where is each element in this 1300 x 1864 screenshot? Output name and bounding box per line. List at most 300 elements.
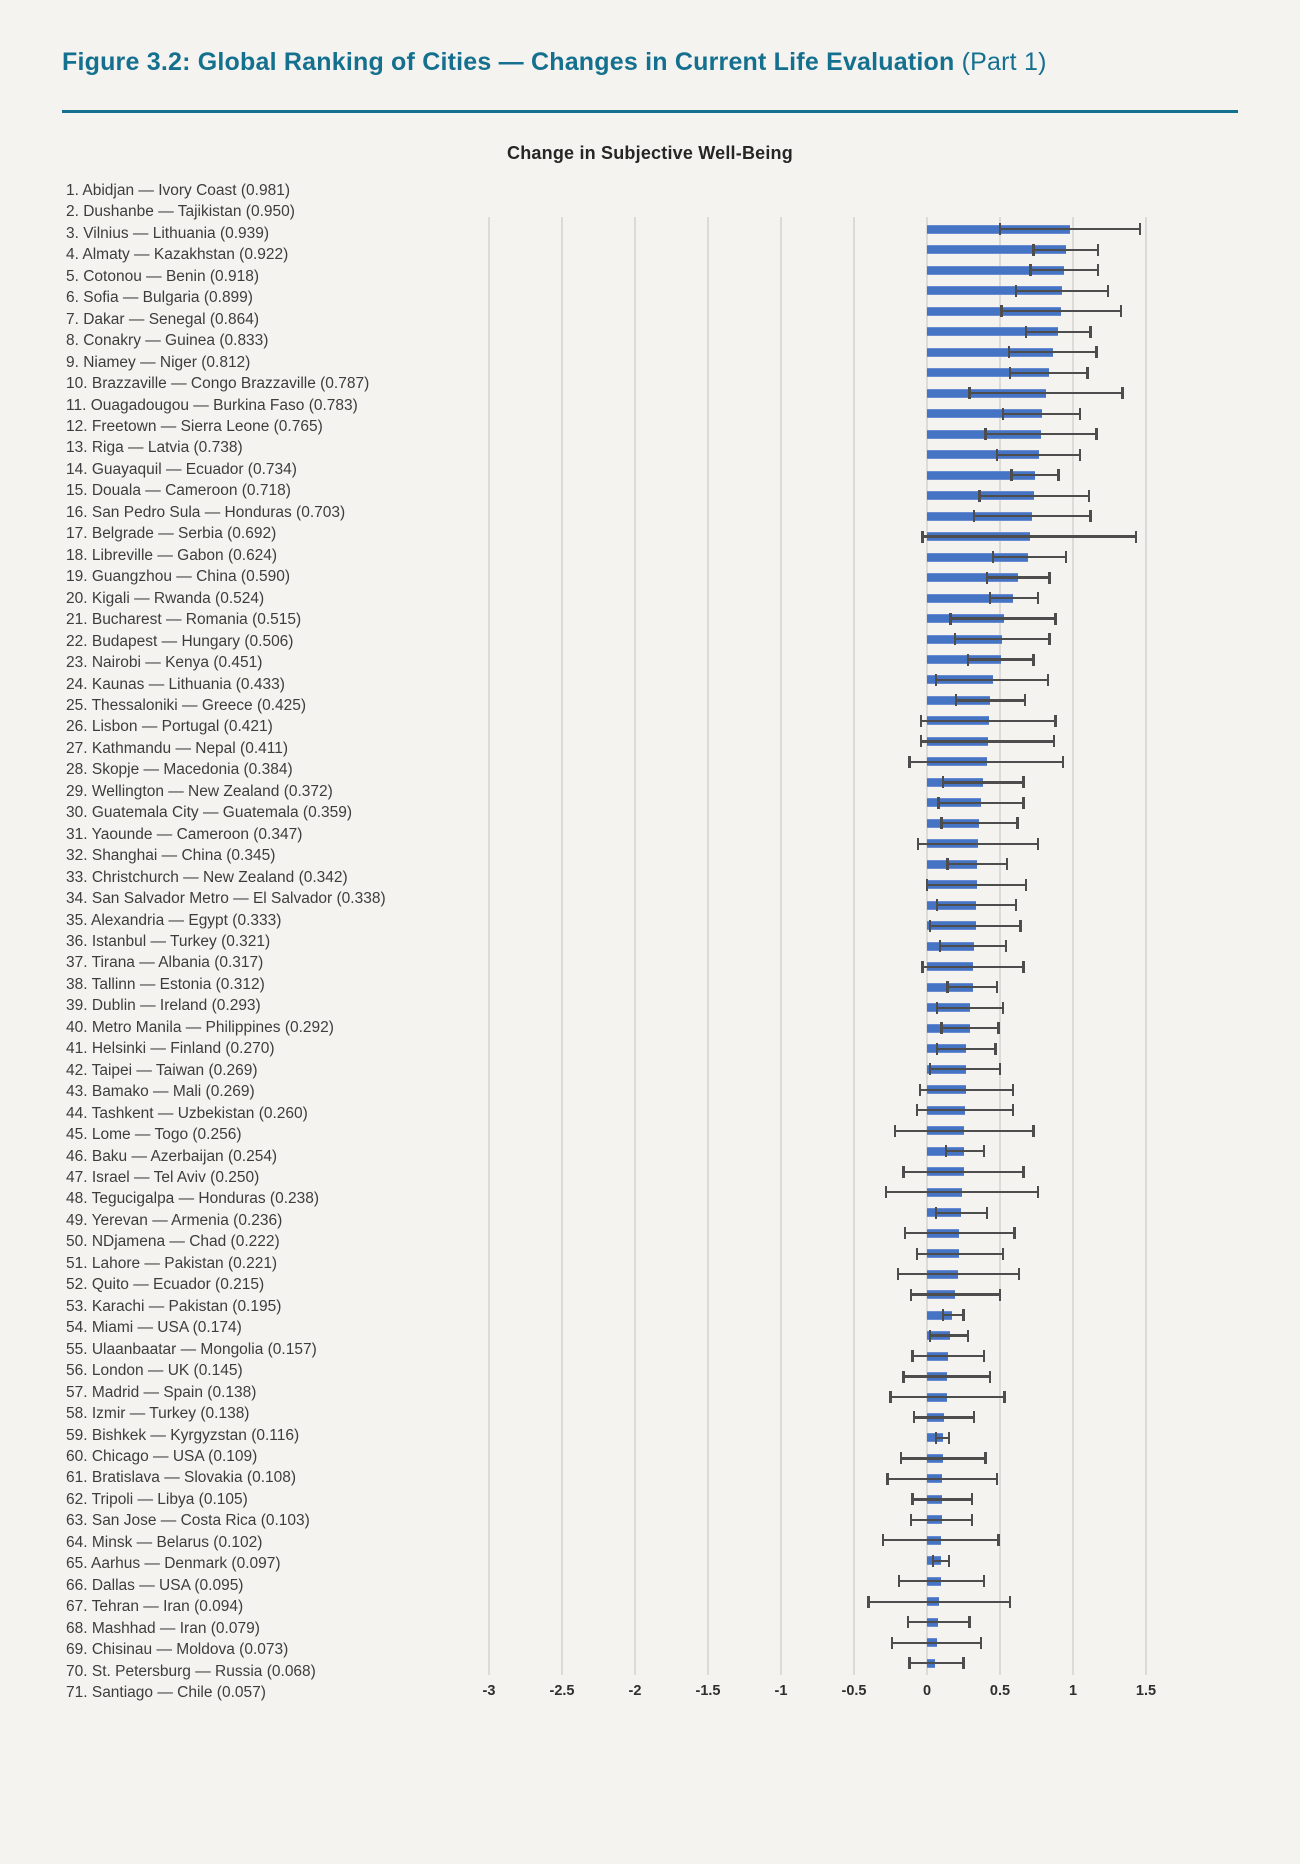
row-label: 26. Lisbon — Portugal (0.421) xyxy=(66,718,273,736)
gridline xyxy=(634,217,636,1675)
error-bar-cap-left xyxy=(916,1104,918,1116)
error-bar xyxy=(940,945,1006,947)
error-bar xyxy=(918,843,1038,845)
error-bar-cap-right xyxy=(967,1330,969,1342)
error-bar-cap-right xyxy=(986,1207,988,1219)
error-bar-cap-right xyxy=(1065,551,1067,563)
error-bar-cap-left xyxy=(1015,285,1017,297)
row-label: 49. Yerevan — Armenia (0.236) xyxy=(66,1211,283,1229)
error-bar xyxy=(912,1498,972,1500)
row-label: 4. Almaty — Kazakhstan (0.922) xyxy=(66,246,289,264)
error-bar xyxy=(909,761,1062,763)
error-bar xyxy=(937,1007,1003,1009)
row-label: 43. Bamako — Mali (0.269) xyxy=(66,1083,255,1101)
error-bar-cap-right xyxy=(997,1022,999,1034)
error-bar-cap-left xyxy=(936,1002,938,1014)
error-bar xyxy=(909,1662,963,1664)
error-bar xyxy=(1000,228,1140,230)
row-label: 17. Belgrade — Serbia (0.692) xyxy=(66,525,277,543)
error-bar-cap-left xyxy=(867,1596,869,1608)
error-bar-cap-right xyxy=(1013,1227,1015,1239)
row-label: 12. Freetown — Sierra Leone (0.765) xyxy=(66,418,323,436)
row-label: 28. Skopje — Macedonia (0.384) xyxy=(66,761,293,779)
row-label: 27. Kathmandu — Nepal (0.411) xyxy=(66,739,289,757)
row-label: 31. Yaounde — Cameroon (0.347) xyxy=(66,825,303,843)
error-bar xyxy=(939,802,1024,804)
row-label: 40. Metro Manila — Philippines (0.292) xyxy=(66,1018,334,1036)
row-label: 7. Dakar — Senegal (0.864) xyxy=(66,310,259,328)
row-label: 45. Lome — Togo (0.256) xyxy=(66,1126,242,1144)
error-bar-cap-left xyxy=(920,715,922,727)
row-label: 36. Istanbul — Turkey (0.321) xyxy=(66,932,271,950)
error-bar-cap-right xyxy=(989,1371,991,1383)
error-bar-cap-right xyxy=(1037,838,1039,850)
row-label: 9. Niamey — Niger (0.812) xyxy=(66,353,251,371)
error-bar-cap-left xyxy=(904,1227,906,1239)
error-bar-cap-left xyxy=(910,1514,912,1526)
error-bar-cap-left xyxy=(978,490,980,502)
error-bar xyxy=(974,515,1091,517)
row-label: 56. London — UK (0.145) xyxy=(66,1362,243,1380)
error-bar-cap-right xyxy=(1053,735,1055,747)
error-bar-cap-left xyxy=(921,961,923,973)
error-bar-cap-right xyxy=(1054,715,1056,727)
error-bar-cap-right xyxy=(1095,346,1097,358)
error-bar-cap-left xyxy=(984,428,986,440)
row-label: 13. Riga — Latvia (0.738) xyxy=(66,439,243,457)
row-label: 68. Mashhad — Iran (0.079) xyxy=(66,1619,260,1637)
error-bar-cap-left xyxy=(908,1657,910,1669)
error-bar xyxy=(911,1519,972,1521)
row-label: 61. Bratislava — Slovakia (0.108) xyxy=(66,1469,297,1487)
error-bar-cap-left xyxy=(954,633,956,645)
error-bar-cap-left xyxy=(1032,244,1034,256)
error-bar-cap-right xyxy=(983,1350,985,1362)
error-bar xyxy=(985,433,1096,435)
error-bar xyxy=(898,1273,1019,1275)
error-bar-cap-right xyxy=(1032,1125,1034,1137)
error-bar-cap-left xyxy=(936,899,938,911)
row-label: 63. San Jose — Costa Rica (0.103) xyxy=(66,1512,310,1530)
error-bar-cap-right xyxy=(983,1145,985,1157)
row-label: 21. Bucharest — Romania (0.515) xyxy=(66,611,302,629)
row-label: 41. Helsinki — Finland (0.270) xyxy=(66,1040,275,1058)
error-bar-cap-left xyxy=(926,879,928,891)
error-bar-cap-left xyxy=(891,1637,893,1649)
error-bar-cap-left xyxy=(882,1534,884,1546)
error-bar-cap-left xyxy=(942,1309,944,1321)
error-bar-cap-right xyxy=(1018,1268,1020,1280)
row-label: 53. Karachi — Pakistan (0.195) xyxy=(66,1297,282,1315)
x-tick-label: -2 xyxy=(628,1683,642,1699)
error-bar-cap-right xyxy=(1139,223,1141,235)
error-bar xyxy=(955,638,1050,640)
row-label: 2. Dushanbe — Tajikistan (0.950) xyxy=(66,203,295,221)
error-bar-cap-left xyxy=(942,776,944,788)
error-bar-cap-left xyxy=(932,1555,934,1567)
error-bar xyxy=(1012,474,1059,476)
row-label: 18. Libreville — Gabon (0.624) xyxy=(66,546,278,564)
error-bar xyxy=(908,1621,969,1623)
error-bar-cap-right xyxy=(1047,674,1049,686)
row-label: 25. Thessaloniki — Greece (0.425) xyxy=(66,696,307,714)
error-bar-cap-right xyxy=(971,1514,973,1526)
error-bar-cap-left xyxy=(1025,326,1027,338)
error-bar-cap-right xyxy=(1005,940,1007,952)
error-bar xyxy=(923,535,1136,537)
row-label: 60. Chicago — USA (0.109) xyxy=(66,1447,258,1465)
error-bar xyxy=(892,1642,981,1644)
error-bar-cap-right xyxy=(1107,285,1109,297)
error-bar-cap-right xyxy=(1097,264,1099,276)
error-bar-cap-left xyxy=(907,1616,909,1628)
error-bar-cap-right xyxy=(1095,428,1097,440)
error-bar-cap-right xyxy=(1089,510,1091,522)
error-bar-cap-left xyxy=(921,531,923,543)
error-bar-cap-left xyxy=(929,920,931,932)
x-tick-label: 1.5 xyxy=(1135,1683,1157,1699)
error-bar xyxy=(933,1560,949,1562)
error-bar-cap-right xyxy=(999,1063,1001,1075)
x-tick-label: 0 xyxy=(922,1683,932,1699)
error-bar xyxy=(1031,269,1098,271)
row-label: 8. Conakry — Guinea (0.833) xyxy=(66,332,269,350)
error-bar-cap-left xyxy=(996,449,998,461)
error-bar-cap-right xyxy=(1002,1002,1004,1014)
row-label: 55. Ulaanbaatar — Mongolia (0.157) xyxy=(66,1340,317,1358)
row-label: 57. Madrid — Spain (0.138) xyxy=(66,1383,257,1401)
row-label: 67. Tehran — Iran (0.094) xyxy=(66,1598,244,1616)
error-bar-cap-left xyxy=(889,1391,891,1403)
error-bar-cap-left xyxy=(949,613,951,625)
error-bar-cap-left xyxy=(946,981,948,993)
error-bar-cap-right xyxy=(1006,858,1008,870)
error-bar xyxy=(947,863,1007,865)
row-label: 16. San Pedro Sula — Honduras (0.703) xyxy=(66,503,346,521)
error-bar-cap-right xyxy=(1022,1166,1024,1178)
error-bar-cap-right xyxy=(948,1432,950,1444)
error-bar-cap-left xyxy=(946,858,948,870)
row-label: 30. Guatemala City — Guatemala (0.359) xyxy=(66,804,353,822)
x-tick-label: -0.5 xyxy=(841,1683,867,1699)
error-bar-cap-left xyxy=(900,1452,902,1464)
error-bar xyxy=(869,1601,1011,1603)
error-bar xyxy=(901,1457,986,1459)
error-bar-cap-right xyxy=(1016,817,1018,829)
error-bar-cap-left xyxy=(911,1350,913,1362)
error-bar-cap-right xyxy=(994,1043,996,1055)
error-bar-cap-left xyxy=(917,838,919,850)
error-bar-cap-left xyxy=(902,1371,904,1383)
row-label: 38. Tallinn — Estonia (0.312) xyxy=(66,975,265,993)
row-label: 50. NDjamena — Chad (0.222) xyxy=(66,1233,280,1251)
x-tick-label: 0.5 xyxy=(989,1683,1011,1699)
error-bar xyxy=(946,1150,984,1152)
row-label: 58. Izmir — Turkey (0.138) xyxy=(66,1405,250,1423)
error-bar xyxy=(886,1191,1038,1193)
row-label: 3. Vilnius — Lithuania (0.939) xyxy=(66,224,270,242)
error-bar-cap-right xyxy=(1022,961,1024,973)
error-bar xyxy=(904,1171,1024,1173)
error-bar xyxy=(993,556,1066,558)
row-label: 64. Minsk — Belarus (0.102) xyxy=(66,1533,263,1551)
error-bar xyxy=(1001,310,1121,312)
row-label: 39. Dublin — Ireland (0.293) xyxy=(66,997,261,1015)
error-bar xyxy=(1034,249,1098,251)
error-bar xyxy=(936,679,1048,681)
row-label: 52. Quito — Ecuador (0.215) xyxy=(66,1276,265,1294)
error-bar xyxy=(968,658,1034,660)
error-bar xyxy=(921,720,1055,722)
error-bar-cap-right xyxy=(1086,367,1088,379)
row-label: 14. Guayaquil — Ecuador (0.734) xyxy=(66,460,297,478)
error-bar-cap-left xyxy=(1029,264,1031,276)
error-bar-cap-left xyxy=(935,674,937,686)
error-bar xyxy=(1003,413,1080,415)
error-bar-cap-left xyxy=(999,223,1001,235)
error-bar-cap-right xyxy=(1089,326,1091,338)
error-bar-cap-left xyxy=(894,1125,896,1137)
error-bar-cap-left xyxy=(913,1411,915,1423)
row-label: 29. Wellington — New Zealand (0.372) xyxy=(66,782,333,800)
error-bar-cap-right xyxy=(999,1289,1001,1301)
error-bar xyxy=(947,986,997,988)
error-bar-cap-left xyxy=(886,1473,888,1485)
error-bar xyxy=(883,1539,998,1541)
error-bar-cap-right xyxy=(1079,449,1081,461)
error-bar xyxy=(904,1375,990,1377)
error-bar-cap-left xyxy=(1009,367,1011,379)
error-bar-cap-right xyxy=(1022,797,1024,809)
gridline xyxy=(853,217,855,1675)
error-bar xyxy=(920,1089,1013,1091)
error-bar xyxy=(930,1068,1000,1070)
error-bar-cap-left xyxy=(973,510,975,522)
error-bar-cap-right xyxy=(1054,613,1056,625)
error-bar-cap-left xyxy=(992,551,994,563)
row-label: 71. Santiago — Chile (0.057) xyxy=(66,1683,266,1701)
error-bar-cap-right xyxy=(1097,244,1099,256)
error-bar-cap-right xyxy=(968,1616,970,1628)
error-bar xyxy=(912,1355,984,1357)
error-bar-cap-left xyxy=(898,1575,900,1587)
error-bar-cap-right xyxy=(948,1555,950,1567)
error-bar-cap-left xyxy=(986,572,988,584)
error-bar-cap-right xyxy=(1088,490,1090,502)
error-bar-cap-right xyxy=(1019,920,1021,932)
title-divider xyxy=(62,110,1238,113)
row-label: 48. Tegucigalpa — Honduras (0.238) xyxy=(66,1190,320,1208)
x-tick-label: -1.5 xyxy=(695,1683,721,1699)
error-bar-cap-right xyxy=(1057,469,1059,481)
error-bar-cap-left xyxy=(929,1063,931,1075)
error-bar xyxy=(943,1314,963,1316)
error-bar xyxy=(891,1396,1005,1398)
row-label: 23. Nairobi — Kenya (0.451) xyxy=(66,654,263,672)
error-bar-cap-left xyxy=(968,387,970,399)
error-bar-cap-right xyxy=(1015,899,1017,911)
error-bar-cap-left xyxy=(920,735,922,747)
row-label: 10. Brazzaville — Congo Brazzaville (0.787) xyxy=(66,375,370,393)
error-bar-cap-left xyxy=(897,1268,899,1280)
row-label: 22. Budapest — Hungary (0.506) xyxy=(66,632,294,650)
error-bar-cap-left xyxy=(929,1330,931,1342)
row-label: 47. Israel — Tel Aviv (0.250) xyxy=(66,1169,260,1187)
error-bar-cap-right xyxy=(1037,592,1039,604)
error-bar xyxy=(956,699,1025,701)
figure-title-main: Figure 3.2: Global Ranking of Cities — Changes in Current Life Evaluation xyxy=(62,48,955,76)
error-bar-cap-left xyxy=(916,1248,918,1260)
gridline xyxy=(1072,217,1074,1675)
row-label: 51. Lahore — Pakistan (0.221) xyxy=(66,1254,278,1272)
row-label: 11. Ouagadougou — Burkina Faso (0.783) xyxy=(66,396,358,414)
error-bar-cap-right xyxy=(1009,1596,1011,1608)
error-bar xyxy=(990,597,1038,599)
error-bar xyxy=(936,1212,987,1214)
row-label: 42. Taipei — Taiwan (0.269) xyxy=(66,1061,258,1079)
error-bar-cap-left xyxy=(967,654,969,666)
error-bar xyxy=(895,1130,1034,1132)
error-bar xyxy=(942,822,1018,824)
x-tick-label: -2.5 xyxy=(549,1683,575,1699)
error-bar xyxy=(1010,372,1087,374)
row-label: 46. Baku — Azerbaijan (0.254) xyxy=(66,1147,278,1165)
figure-title xyxy=(62,48,1242,77)
error-bar-cap-right xyxy=(1079,408,1081,420)
error-bar-cap-right xyxy=(1012,1084,1014,1096)
row-label: 34. San Salvador Metro — El Salvador (0.338) xyxy=(66,890,386,908)
row-label: 24. Kaunas — Lithuania (0.433) xyxy=(66,675,285,693)
x-tick-label: -3 xyxy=(482,1683,496,1699)
error-bar xyxy=(930,1334,968,1336)
error-bar-cap-left xyxy=(935,1207,937,1219)
error-bar xyxy=(969,392,1122,394)
row-label: 6. Sofia — Bulgaria (0.899) xyxy=(66,289,253,307)
error-bar-cap-right xyxy=(1048,633,1050,645)
error-bar-cap-right xyxy=(1037,1186,1039,1198)
error-bar-cap-right xyxy=(962,1309,964,1321)
row-label: 20. Kigali — Rwanda (0.524) xyxy=(66,589,265,607)
error-bar-cap-left xyxy=(936,1043,938,1055)
row-label: 19. Guangzhou — China (0.590) xyxy=(66,568,291,586)
error-bar xyxy=(980,495,1090,497)
row-label: 1. Abidjan — Ivory Coast (0.981) xyxy=(66,182,291,199)
error-bar-cap-left xyxy=(911,1493,913,1505)
error-bar-cap-right xyxy=(1022,776,1024,788)
error-bar-cap-left xyxy=(919,1084,921,1096)
error-bar-cap-right xyxy=(997,1534,999,1546)
error-bar-cap-right xyxy=(971,1493,973,1505)
row-label: 35. Alexandria — Egypt (0.333) xyxy=(66,911,282,929)
error-bar xyxy=(930,925,1021,927)
row-label: 5. Cotonou — Benin (0.918) xyxy=(66,267,260,285)
error-bar xyxy=(899,1580,984,1582)
error-bar xyxy=(937,1048,995,1050)
row-label: 37. Tirana — Albania (0.317) xyxy=(66,954,264,972)
error-bar-cap-right xyxy=(1032,654,1034,666)
row-label: 54. Miami — USA (0.174) xyxy=(66,1319,242,1337)
row-label: 65. Aarhus — Denmark (0.097) xyxy=(66,1555,281,1573)
error-bar-cap-left xyxy=(1000,305,1002,317)
error-bar-cap-right xyxy=(973,1411,975,1423)
row-label: 59. Bishkek — Kyrgyzstan (0.116) xyxy=(66,1426,300,1444)
error-bar-cap-left xyxy=(940,817,942,829)
chart-title: Change in Subjective Well-Being xyxy=(507,143,793,163)
error-bar xyxy=(987,576,1050,578)
error-bar-cap-right xyxy=(1120,305,1122,317)
error-bar-cap-right xyxy=(1048,572,1050,584)
error-bar xyxy=(1016,290,1108,292)
error-bar-cap-left xyxy=(908,756,910,768)
error-bar xyxy=(937,904,1016,906)
error-bar-cap-left xyxy=(989,592,991,604)
figure-title-part: (Part 1) xyxy=(954,48,1047,76)
error-bar xyxy=(950,617,1055,619)
row-label: 62. Tripoli — Libya (0.105) xyxy=(66,1490,248,1508)
x-tick-label: 1 xyxy=(1068,1683,1078,1699)
error-bar xyxy=(917,1253,1003,1255)
error-bar xyxy=(1026,331,1090,333)
error-bar-cap-right xyxy=(1135,531,1137,543)
error-bar-cap-left xyxy=(910,1289,912,1301)
error-bar-cap-left xyxy=(937,797,939,809)
row-label: 15. Douala — Cameroon (0.718) xyxy=(66,482,291,500)
error-bar-cap-right xyxy=(980,1637,982,1649)
error-bar xyxy=(905,1232,1015,1234)
error-bar-cap-left xyxy=(1008,346,1010,358)
row-label: 32. Shanghai — China (0.345) xyxy=(66,847,276,865)
error-bar xyxy=(943,781,1023,783)
error-bar-cap-right xyxy=(1012,1104,1014,1116)
error-bar-cap-left xyxy=(1002,408,1004,420)
gridline xyxy=(780,217,782,1675)
error-bar xyxy=(927,884,1026,886)
error-bar-cap-left xyxy=(955,694,957,706)
error-bar-cap-right xyxy=(962,1657,964,1669)
gridline xyxy=(561,217,563,1675)
row-label: 70. St. Petersburg — Russia (0.068) xyxy=(66,1662,316,1680)
gridline xyxy=(488,217,490,1675)
error-bar-cap-right xyxy=(1025,879,1027,891)
error-bar-cap-right xyxy=(983,1575,985,1587)
row-label: 44. Tashkent — Uzbekistan (0.260) xyxy=(66,1104,308,1122)
error-bar-cap-right xyxy=(1002,1248,1004,1260)
error-bar xyxy=(914,1416,974,1418)
error-bar-cap-left xyxy=(935,1432,937,1444)
row-label: 69. Chisinau — Moldova (0.073) xyxy=(66,1641,289,1659)
error-bar-cap-left xyxy=(1010,469,1012,481)
error-bar xyxy=(1009,351,1097,353)
row-label: 66. Dallas — USA (0.095) xyxy=(66,1576,244,1594)
error-bar xyxy=(921,740,1054,742)
error-bar-cap-right xyxy=(984,1452,986,1464)
error-bar xyxy=(888,1478,998,1480)
x-tick-label: -1 xyxy=(774,1683,788,1699)
error-bar xyxy=(942,1027,999,1029)
gridline xyxy=(1145,217,1147,1675)
row-label: 33. Christchurch — New Zealand (0.342) xyxy=(66,868,348,886)
error-bar-cap-right xyxy=(1121,387,1123,399)
error-bar-cap-right xyxy=(1024,694,1026,706)
error-bar-cap-left xyxy=(902,1166,904,1178)
gridline xyxy=(707,217,709,1675)
error-bar-cap-right xyxy=(1003,1391,1005,1403)
error-bar xyxy=(923,966,1024,968)
error-bar-cap-right xyxy=(996,1473,998,1485)
error-bar-cap-left xyxy=(885,1186,887,1198)
error-bar xyxy=(917,1109,1013,1111)
error-bar-cap-right xyxy=(996,981,998,993)
